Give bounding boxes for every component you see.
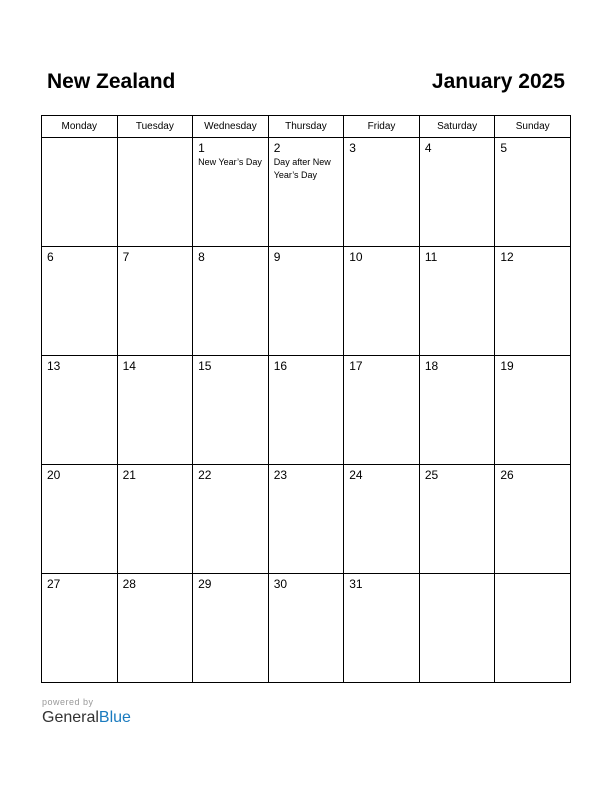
day-cell [42,138,118,247]
day-cell [419,138,495,247]
day-cell [268,574,344,683]
day-number: 5 [500,141,508,155]
day-number: 2 [273,141,281,155]
day-cell [495,247,571,356]
day-number: 24 [349,468,363,482]
day-cell [117,356,193,465]
week-row [42,574,571,683]
footer-branding [42,697,131,728]
holiday-label: New Year’s Day [198,157,262,167]
day-number: 27 [47,577,61,591]
day-cell [495,574,571,683]
day-cell [344,356,420,465]
day-number: 29 [198,577,212,591]
day-number: 11 [424,250,438,264]
day-cell [193,138,269,247]
day-cell [117,138,193,247]
week-row [42,465,571,574]
week-row [42,356,571,465]
day-cell [117,247,193,356]
day-cell [495,465,571,574]
calendar-grid [41,115,571,683]
day-cell [495,138,571,247]
day-number: 13 [47,359,61,373]
day-cell [419,356,495,465]
day-cell [344,574,420,683]
day-cell [42,465,118,574]
brand-general-text: General [42,709,99,726]
day-cell [42,247,118,356]
weekday-header: Saturday [419,116,495,138]
day-number: 6 [47,250,54,264]
day-cell [193,465,269,574]
day-number: 8 [198,250,205,264]
weekday-header: Sunday [495,116,571,138]
day-number: 1 [198,141,205,155]
weekday-header: Tuesday [117,116,193,138]
day-cell [344,247,420,356]
day-cell [193,574,269,683]
weekday-header: Wednesday [193,116,269,138]
day-number: 10 [349,250,363,264]
week-row [42,138,571,247]
day-cell [419,247,495,356]
day-number: 25 [424,468,439,482]
day-number: 28 [122,577,136,591]
day-number: 4 [424,141,432,155]
day-number: 21 [122,468,136,482]
day-number: 3 [349,141,356,155]
day-number: 12 [500,250,514,264]
weekday-header: Thursday [268,116,344,138]
weekday-header: Friday [344,116,420,138]
brand-blue-text: Blue [98,709,131,726]
day-cell [193,356,269,465]
weekday-header-row [42,116,571,138]
month-year-title: January 2025 [431,70,565,93]
day-cell [419,574,495,683]
week-row [42,247,571,356]
day-cell [268,465,344,574]
day-cell [268,247,344,356]
day-cell [344,138,420,247]
generalblue-logo [42,708,131,728]
day-number: 26 [500,468,514,482]
day-number: 19 [500,359,514,373]
country-title: New Zealand [47,70,176,93]
day-number: 23 [273,468,288,482]
day-cell [344,465,420,574]
day-number: 22 [198,468,212,482]
day-cell [419,465,495,574]
day-cell [268,356,344,465]
day-number: 7 [122,250,130,264]
day-number: 30 [273,577,288,591]
day-cell [117,574,193,683]
powered-by-label: powered by [42,697,94,707]
day-cell [193,247,269,356]
day-cell [495,356,571,465]
holiday-label: Day after New Year’s Day [273,157,331,180]
day-number: 15 [198,359,212,373]
day-number: 18 [424,359,439,373]
day-cell [268,138,344,247]
day-number: 20 [47,468,61,482]
day-cell [42,356,118,465]
day-number: 14 [122,359,136,373]
day-number: 17 [349,359,363,373]
day-cell [117,465,193,574]
day-cell [42,574,118,683]
weekday-header: Monday [42,116,118,138]
day-number: 9 [273,250,281,264]
day-number: 16 [273,359,288,373]
day-number: 31 [349,577,363,591]
